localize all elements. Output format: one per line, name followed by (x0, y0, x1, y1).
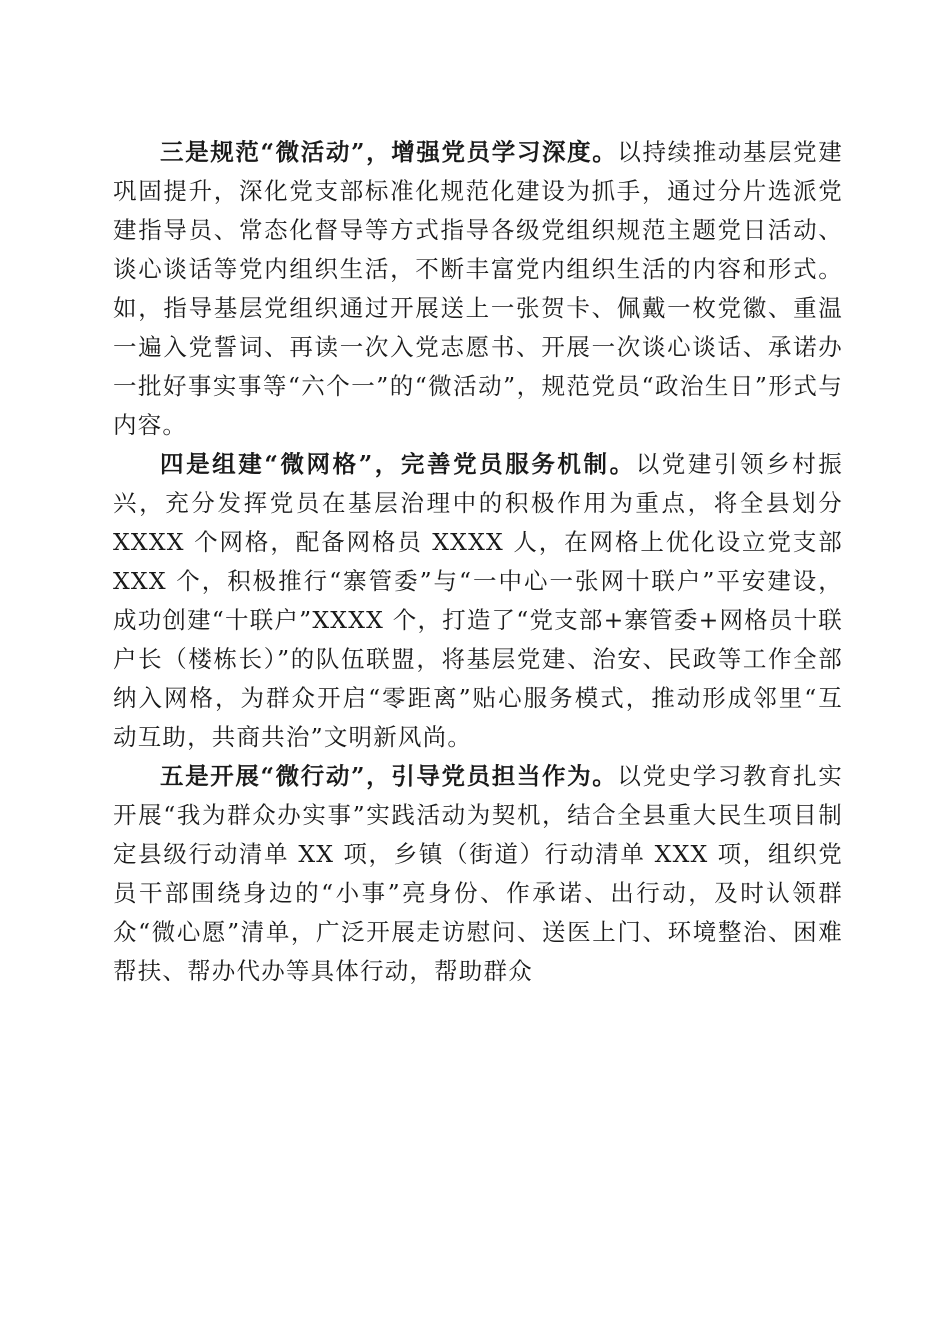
paragraph-micro-activity (113, 133, 843, 445)
paragraph-text: 以持续推动基层党建巩固提升，深化党支部标准化规范化建设为抓手，通过分片选派党建指导员、常态化督导等方式指导各级党组织规范主题党日活动、谈心谈话等党内组织生活，不断丰富党内组织生活的内容和形式。如，指导基层党组织通过开展送上一张贺卡、佩戴一枚党徽、重温一遍入党誓词、再读一次入党志愿书、开展一次谈心谈话、承诺办一批好事实事等“六个一”的“微活动”，规范党员“政治生日”形式与内容。 (113, 138, 843, 439)
paragraph-heading: 五是开展“微行动”，引导党员担当作为。 (160, 762, 618, 790)
paragraph-heading: 四是组建“微网格”，完善党员服务机制。 (160, 450, 636, 478)
document-body (113, 133, 843, 991)
paragraph-micro-grid (113, 445, 843, 757)
paragraph-heading: 三是规范“微活动”，增强党员学习深度。 (160, 138, 618, 166)
paragraph-text: 以党史学习教育扎实开展“我为群众办实事”实践活动为契机，结合全县重大民生项目制定县级行动清单 XX 项，乡镇（街道）行动清单 XXX 项，组织党员干部围绕身边的“小事”亮身份、作承诺、出行动，及时认领群众“微心愿”清单，广泛开展走访慰问、送医上门、环境整治、困难帮扶、帮办代办等具体行动，帮助群众 (113, 762, 843, 985)
paragraph-micro-action (113, 757, 843, 991)
paragraph-text: 以党建引领乡村振兴，充分发挥党员在基层治理中的积极作用为重点，将全县划分 XXXX 个网格，配备网格员 XXXX 人，在网格上优化设立党支部 XXX 个，积极推行“寨管委”与“一中心一张网十联户”平安建设，成功创建“十联户”XXXX 个，打造了“党支部+寨管委+网格员十联户长（楼栋长）”的队伍联盟，将基层党建、治安、民政等工作全部纳入网格，为群众开启“零距离”贴心服务模式，推动形成邻里“互动互助，共商共治”文明新风尚。 (113, 450, 843, 751)
